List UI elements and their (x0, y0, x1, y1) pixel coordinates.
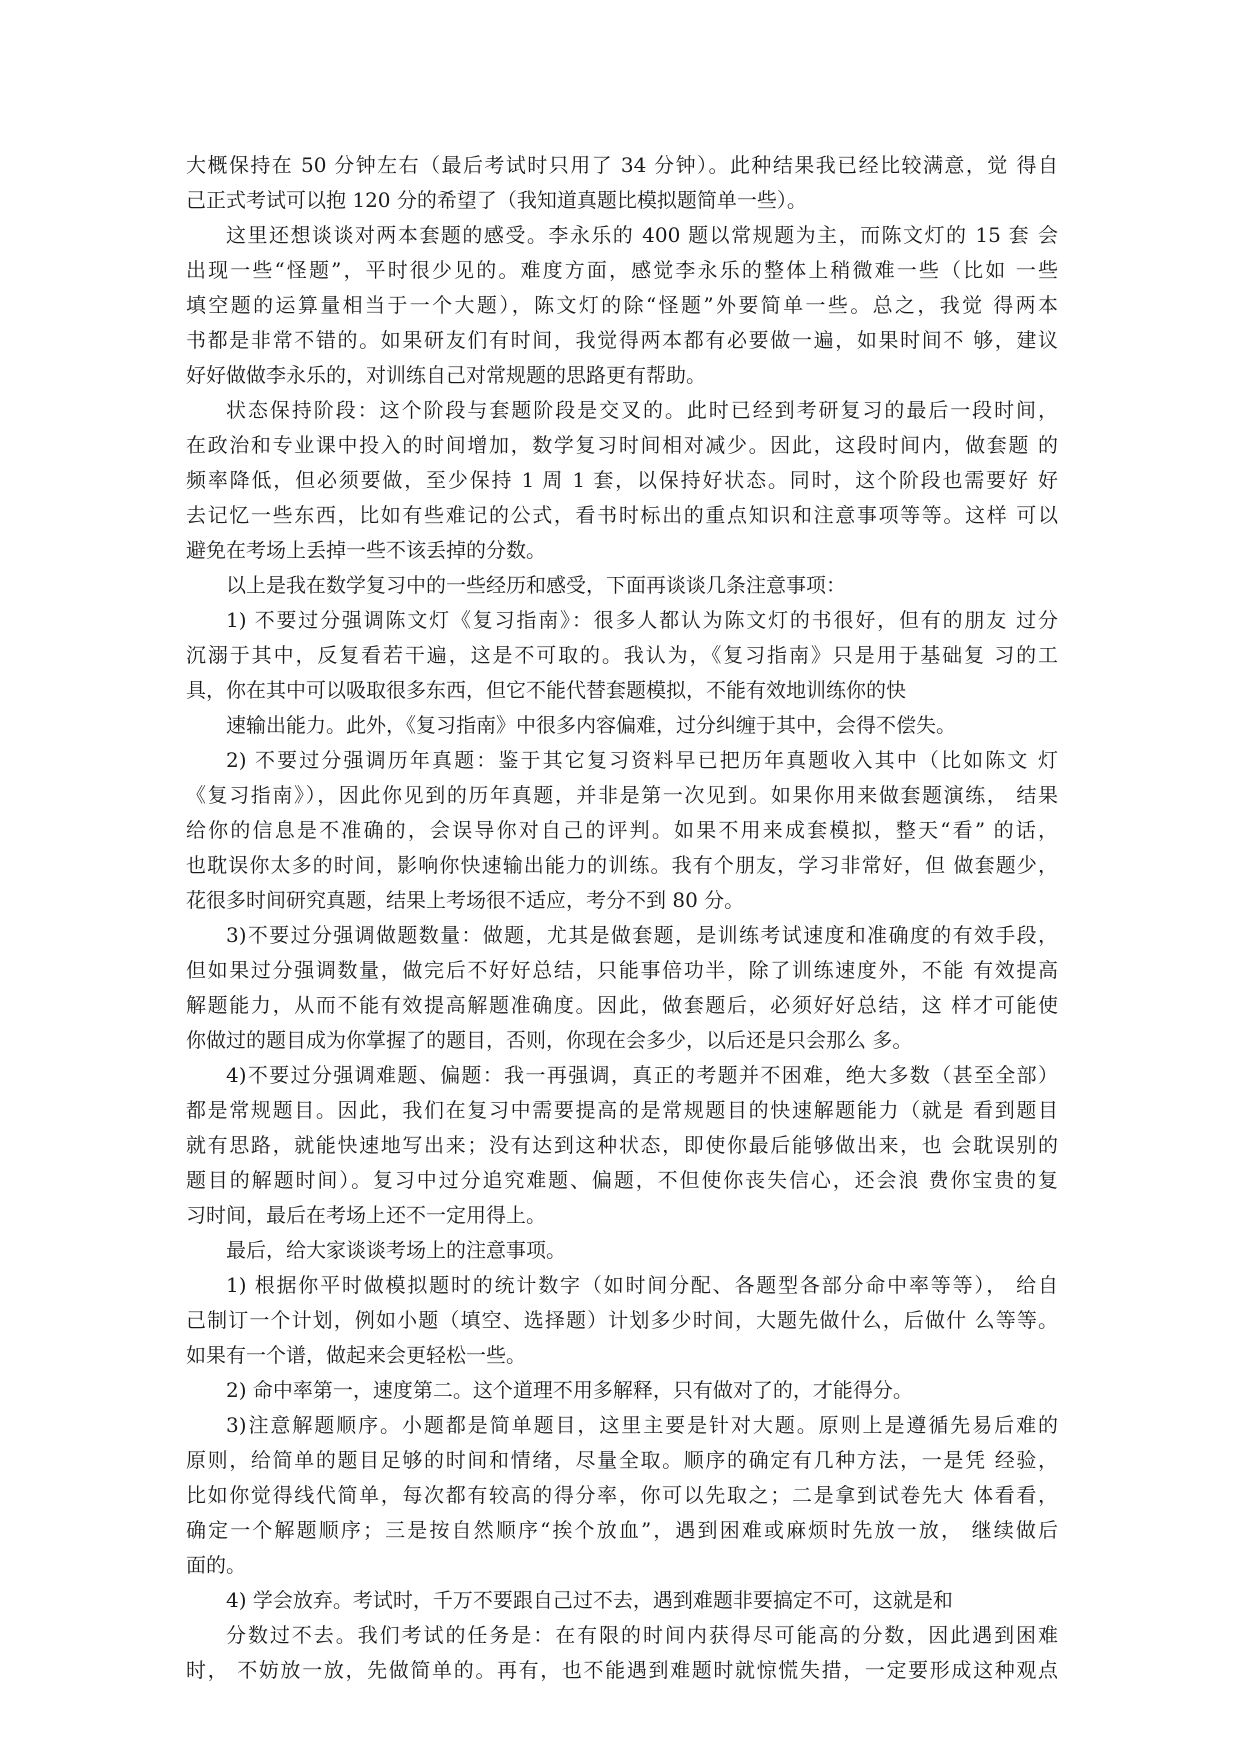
text-line: 1) 根据你平时做模拟题时的统计数字（如时间分配、各题型各部分命中率等等）， 给自 (226, 1273, 1058, 1297)
text-line: 3)注意解题顺序。小题都是简单题目，这里主要是针对大题。原则上是遵循先易后难的 (226, 1413, 1058, 1437)
text-line: 书都是非常不错的。如果研友们有时间，我觉得两本都有必要做一遍，如果时间不 够，建议 (186, 328, 1058, 352)
text-line: 解题能力，从而不能有效提高解题准确度。因此，做套题后，必须好好总结，这 样才可能使 (186, 993, 1058, 1017)
text-line: 习时间，最后在考场上还不一定用得上。 (186, 1203, 546, 1227)
text-line: 4) 学会放弃。考试时，千万不要跟自己过不去，遇到难题非要搞定不可，这就是和 (226, 1588, 953, 1612)
text-line: 你做过的题目成为你掌握了的题目，否则，你现在会多少，以后还是只会那么 多。 (186, 1028, 913, 1052)
text-line: 大概保持在 50 分钟左右（最后考试时只用了 34 分钟）。此种结果我已经比较满意，觉 得自 (186, 153, 1058, 177)
text-line: 避免在考场上丢掉一些不该丢掉的分数。 (186, 538, 546, 562)
text-line: 时， 不妨放一放，先做简单的。再有，也不能遇到难题时就惊慌失措，一定要形成这种观点 (186, 1658, 1058, 1682)
text-line: 好好做做李永乐的，对训练自己对常规题的思路更有帮助。 (186, 363, 706, 387)
text-line: 题目的解题时间）。复习中过分追究难题、偏题，不但使你丧失信心，还会浪 费你宝贵的复 (186, 1168, 1058, 1192)
text-line: 但如果过分强调数量，做完后不好好总结，只能事倍功半，除了训练速度外，不能 有效提高 (186, 958, 1058, 982)
text-line: 己制订一个计划，例如小题（填空、选择题）计划多少时间，大题先做什么，后做什 么等等。 (186, 1308, 1058, 1332)
text-line: 花很多时间研究真题，结果上考场很不适应，考分不到 80 分。 (186, 888, 745, 912)
text-line: 面的。 (186, 1553, 246, 1577)
text-line: 填空题的运算量相当于一个大题），陈文灯的除“怪题”外要简单一些。总之，我觉 得两本 (186, 293, 1058, 317)
text-line: 确定一个解题顺序；三是按自然顺序“挨个放血”，遇到困难或麻烦时先放一放， 继续做后 (186, 1518, 1058, 1542)
text-line: 《复习指南》），因此你见到的历年真题，并非是第一次见到。如果你用来做套题演练， 结果 (186, 783, 1058, 807)
text-line: 原则，给简单的题目足够的时间和情绪，尽量全取。顺序的确定有几种方法，一是凭 经验， (186, 1448, 1058, 1472)
text-line: 也耽误你太多的时间，影响你快速输出能力的训练。我有个朋友，学习非常好，但 做套题少， (186, 853, 1058, 877)
document-body (186, 148, 1058, 1688)
text-line: 给你的信息是不准确的，会误导你对自己的评判。如果不用来成套模拟，整天“看” 的话， (186, 818, 1058, 842)
text-line: 频率降低，但必须要做，至少保持 1 周 1 套，以保持好状态。同时，这个阶段也需要好 好 (186, 468, 1058, 492)
text-line: 2) 命中率第一，速度第二。这个道理不用多解释，只有做对了的，才能得分。 (226, 1378, 913, 1402)
text-line: 都是常规题目。因此，我们在复习中需要提高的是常规题目的快速解题能力（就是 看到题目 (186, 1098, 1058, 1122)
text-line: 2) 不要过分强调历年真题：鉴于其它复习资料早已把历年真题收入其中（比如陈文 灯 (226, 748, 1058, 772)
text-line: 就有思路，就能快速地写出来；没有达到这种状态，即使你最后能够做出来，也 会耽误别的 (186, 1133, 1058, 1157)
text-line: 具，你在其中可以吸取很多东西，但它不能代替套题模拟，不能有效地训练你的快 (186, 678, 906, 702)
text-line: 分数过不去。我们考试的任务是：在有限的时间内获得尽可能高的分数，因此遇到困难 (226, 1623, 1058, 1647)
text-line: 1) 不要过分强调陈文灯《复习指南》：很多人都认为陈文灯的书很好，但有的朋友 过分 (226, 608, 1058, 632)
text-line: 3)不要过分强调做题数量：做题，尤其是做套题，是训练考试速度和准确度的有效手段， (226, 923, 1058, 947)
text-line: 这里还想谈谈对两本套题的感受。李永乐的 400 题以常规题为主，而陈文灯的 15 套 会 (226, 223, 1058, 247)
text-line: 出现一些“怪题”，平时很少见的。难度方面，感觉李永乐的整体上稍微难一些（比如 一些 (186, 258, 1058, 282)
text-line: 以上是我在数学复习中的一些经历和感受，下面再谈谈几条注意事项： (226, 573, 846, 597)
text-line: 状态保持阶段：这个阶段与套题阶段是交叉的。此时已经到考研复习的最后一段时间， (226, 398, 1058, 422)
text-line: 己正式考试可以抱 120 分的希望了（我知道真题比模拟题简单一些）。 (186, 188, 807, 212)
text-line: 如果有一个谱，做起来会更轻松一些。 (186, 1343, 526, 1367)
text-line: 沉溺于其中，反复看若干遍，这是不可取的。我认为，《复习指南》只是用于基础复 习的工 (186, 643, 1058, 667)
text-line: 比如你觉得线代简单，每次都有较高的得分率，你可以先取之；二是拿到试卷先大 体看看， (186, 1483, 1058, 1507)
text-line: 在政治和专业课中投入的时间增加，数学复习时间相对减少。因此，这段时间内，做套题 的 (186, 433, 1058, 457)
text-line: 速输出能力。此外，《复习指南》中很多内容偏难，过分纠缠于其中，会得不偿失。 (226, 713, 956, 737)
text-line: 4)不要过分强调难题、偏题：我一再强调，真正的考题并不困难，绝大多数（甚至全部） (226, 1063, 1058, 1087)
text-line: 最后，给大家谈谈考场上的注意事项。 (226, 1238, 566, 1262)
text-line: 去记忆一些东西，比如有些难记的公式，看书时标出的重点知识和注意事项等等。这样 可以 (186, 503, 1058, 527)
